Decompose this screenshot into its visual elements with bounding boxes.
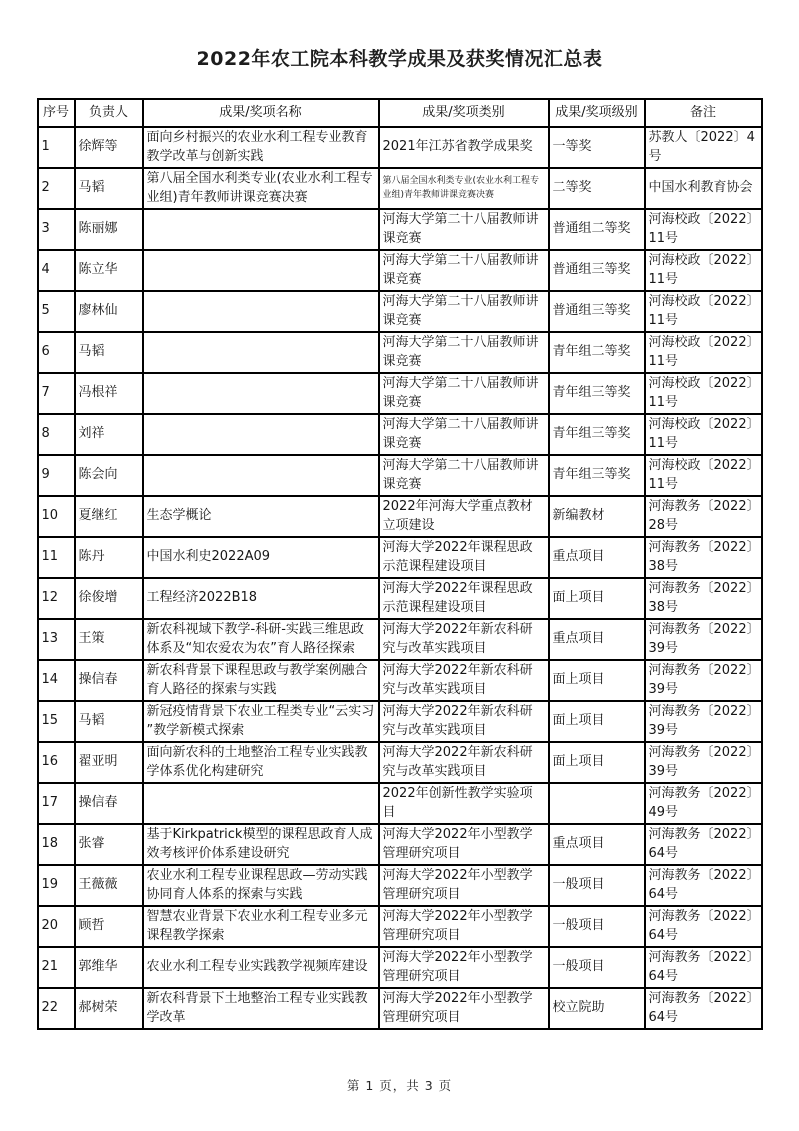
table-row [38,865,762,906]
cell-level: 一等奖 [549,127,645,168]
cell-person: 廖林仙 [75,291,143,332]
cell-category: 河海大学第二十八届教师讲课竞赛 [379,455,549,496]
cell-no: 9 [38,455,75,496]
cell-level: 普通组三等奖 [549,291,645,332]
cell-person: 马韬 [75,701,143,742]
cell-level: 一般项目 [549,865,645,906]
table-row [38,578,762,619]
cell-no: 7 [38,373,75,414]
cell-level: 普通组二等奖 [549,209,645,250]
cell-achievement-name: 面向乡村振兴的农业水利工程专业教育教学改革与创新实践 [143,127,379,168]
cell-remark: 河海教务〔2022〕38号 [645,537,762,578]
cell-person: 张睿 [75,824,143,865]
cell-person: 顾哲 [75,906,143,947]
cell-no: 22 [38,988,75,1029]
table-row [38,455,762,496]
cell-no: 14 [38,660,75,701]
cell-achievement-name [143,209,379,250]
cell-achievement-name: 生态学概论 [143,496,379,537]
cell-remark: 河海教务〔2022〕64号 [645,988,762,1029]
cell-level: 重点项目 [549,619,645,660]
cell-no: 12 [38,578,75,619]
cell-no: 17 [38,783,75,824]
cell-achievement-name: 基于Kirkpatrick模型的课程思政育人成效考核评价体系建设研究 [143,824,379,865]
cell-remark: 河海校政〔2022〕11号 [645,291,762,332]
cell-category: 河海大学2022年小型教学管理研究项目 [379,865,549,906]
cell-person: 马韬 [75,332,143,373]
column-header-category: 成果/奖项类别 [379,99,549,127]
cell-person: 陈会向 [75,455,143,496]
table-row [38,824,762,865]
cell-no: 19 [38,865,75,906]
table-row [38,947,762,988]
cell-achievement-name [143,455,379,496]
cell-remark: 河海校政〔2022〕11号 [645,414,762,455]
table-row [38,373,762,414]
cell-no: 6 [38,332,75,373]
cell-person: 徐辉等 [75,127,143,168]
cell-level [549,783,645,824]
cell-level: 一般项目 [549,906,645,947]
cell-person: 夏继红 [75,496,143,537]
cell-category: 河海大学第二十八届教师讲课竞赛 [379,209,549,250]
cell-category: 河海大学第二十八届教师讲课竞赛 [379,373,549,414]
cell-remark: 河海教务〔2022〕64号 [645,906,762,947]
cell-category: 河海大学2022年新农科研究与改革实践项目 [379,619,549,660]
cell-remark: 中国水利教育协会 [645,168,762,209]
cell-achievement-name: 新农科背景下土地整治工程专业实践教学改革 [143,988,379,1029]
cell-achievement-name: 智慧农业背景下农业水利工程专业多元课程教学探索 [143,906,379,947]
cell-category: 河海大学2022年新农科研究与改革实践项目 [379,660,549,701]
cell-remark: 河海教务〔2022〕28号 [645,496,762,537]
cell-level: 面上项目 [549,701,645,742]
table-row [38,660,762,701]
cell-achievement-name: 农业水利工程专业课程思政—劳动实践协同育人体系的探索与实践 [143,865,379,906]
cell-remark: 河海教务〔2022〕64号 [645,865,762,906]
column-header-remark: 备注 [645,99,762,127]
cell-level: 校立院助 [549,988,645,1029]
cell-remark: 河海校政〔2022〕11号 [645,250,762,291]
cell-remark: 河海教务〔2022〕64号 [645,824,762,865]
table-row [38,332,762,373]
cell-achievement-name [143,373,379,414]
cell-remark: 河海教务〔2022〕64号 [645,947,762,988]
table-header-row [38,99,762,127]
table-row [38,127,762,168]
cell-category: 第八届全国水利类专业(农业水利工程专业组)青年教师讲课竞赛决赛 [379,168,549,209]
cell-person: 刘祥 [75,414,143,455]
cell-no: 15 [38,701,75,742]
table-row [38,701,762,742]
cell-no: 11 [38,537,75,578]
awards-summary-table [37,98,763,1030]
cell-person: 翟亚明 [75,742,143,783]
cell-person: 冯根祥 [75,373,143,414]
table-row [38,168,762,209]
table-row [38,906,762,947]
cell-no: 18 [38,824,75,865]
table-row [38,537,762,578]
cell-no: 2 [38,168,75,209]
cell-achievement-name: 工程经济2022B18 [143,578,379,619]
cell-level: 一般项目 [549,947,645,988]
cell-person: 王薇薇 [75,865,143,906]
column-header-no: 序号 [38,99,75,127]
cell-level: 二等奖 [549,168,645,209]
cell-level: 面上项目 [549,742,645,783]
cell-person: 陈丹 [75,537,143,578]
cell-category: 河海大学第二十八届教师讲课竞赛 [379,332,549,373]
cell-achievement-name: 新农科视域下教学-科研-实践三维思政体系及“知农爱农为农”育人路径探索 [143,619,379,660]
table-row [38,496,762,537]
cell-category: 河海大学2022年课程思政示范课程建设项目 [379,578,549,619]
cell-remark: 河海校政〔2022〕11号 [645,373,762,414]
cell-remark: 河海教务〔2022〕49号 [645,783,762,824]
cell-person: 陈丽娜 [75,209,143,250]
cell-person: 徐俊增 [75,578,143,619]
cell-person: 操信春 [75,783,143,824]
cell-no: 8 [38,414,75,455]
table-row [38,783,762,824]
cell-achievement-name: 面向新农科的土地整治工程专业实践教学体系优化构建研究 [143,742,379,783]
cell-person: 王策 [75,619,143,660]
cell-remark: 河海教务〔2022〕39号 [645,619,762,660]
table-row [38,742,762,783]
cell-achievement-name [143,414,379,455]
cell-no: 13 [38,619,75,660]
cell-achievement-name: 中国水利史2022A09 [143,537,379,578]
cell-achievement-name [143,783,379,824]
cell-category: 河海大学2022年课程思政示范课程建设项目 [379,537,549,578]
cell-category: 河海大学第二十八届教师讲课竞赛 [379,250,549,291]
table-row [38,291,762,332]
cell-remark: 河海教务〔2022〕39号 [645,701,762,742]
table-row [38,988,762,1029]
cell-achievement-name [143,332,379,373]
cell-remark: 河海教务〔2022〕39号 [645,742,762,783]
table-row [38,414,762,455]
cell-level: 青年组三等奖 [549,455,645,496]
cell-category: 河海大学2022年新农科研究与改革实践项目 [379,742,549,783]
cell-no: 5 [38,291,75,332]
cell-no: 1 [38,127,75,168]
cell-achievement-name: 农业水利工程专业实践教学视频库建设 [143,947,379,988]
cell-level: 青年组二等奖 [549,332,645,373]
cell-category: 河海大学2022年小型教学管理研究项目 [379,906,549,947]
column-header-achievement-name: 成果/奖项名称 [143,99,379,127]
cell-person: 陈立华 [75,250,143,291]
cell-level: 面上项目 [549,578,645,619]
cell-category: 河海大学2022年小型教学管理研究项目 [379,824,549,865]
table-row [38,619,762,660]
column-header-level: 成果/奖项级别 [549,99,645,127]
cell-level: 重点项目 [549,537,645,578]
cell-category: 2022年创新性教学实验项目 [379,783,549,824]
cell-category: 河海大学2022年小型教学管理研究项目 [379,947,549,988]
cell-no: 20 [38,906,75,947]
cell-category: 河海大学第二十八届教师讲课竞赛 [379,414,549,455]
cell-achievement-name: 新农科背景下课程思政与教学案例融合育人路径的探索与实践 [143,660,379,701]
cell-remark: 河海教务〔2022〕39号 [645,660,762,701]
table-row [38,250,762,291]
cell-no: 10 [38,496,75,537]
cell-person: 马韬 [75,168,143,209]
cell-category: 2021年江苏省教学成果奖 [379,127,549,168]
cell-level: 新编教材 [549,496,645,537]
cell-level: 青年组三等奖 [549,373,645,414]
cell-achievement-name [143,291,379,332]
cell-person: 操信春 [75,660,143,701]
cell-no: 21 [38,947,75,988]
cell-category: 河海大学2022年小型教学管理研究项目 [379,988,549,1029]
cell-remark: 河海教务〔2022〕38号 [645,578,762,619]
cell-achievement-name: 新冠疫情背景下农业工程类专业“云实习”教学新模式探索 [143,701,379,742]
cell-no: 3 [38,209,75,250]
cell-person: 郝树荣 [75,988,143,1029]
cell-achievement-name [143,250,379,291]
page-title: 2022年农工院本科教学成果及获奖情况汇总表 [196,48,603,70]
column-header-person: 负责人 [75,99,143,127]
cell-remark: 河海校政〔2022〕11号 [645,455,762,496]
cell-category: 河海大学2022年新农科研究与改革实践项目 [379,701,549,742]
cell-remark: 河海校政〔2022〕11号 [645,209,762,250]
cell-no: 4 [38,250,75,291]
cell-level: 重点项目 [549,824,645,865]
cell-level: 面上项目 [549,660,645,701]
cell-category: 2022年河海大学重点教材立项建设 [379,496,549,537]
cell-level: 普通组三等奖 [549,250,645,291]
cell-no: 16 [38,742,75,783]
cell-level: 青年组三等奖 [549,414,645,455]
page-footer: 第 1 页，共 3 页 [346,1078,453,1093]
cell-category: 河海大学第二十八届教师讲课竞赛 [379,291,549,332]
cell-achievement-name: 第八届全国水利类专业(农业水利工程专业组)青年教师讲课竞赛决赛 [143,168,379,209]
table-row [38,209,762,250]
cell-remark: 河海校政〔2022〕11号 [645,332,762,373]
cell-remark: 苏教人〔2022〕4号 [645,127,762,168]
cell-person: 郭维华 [75,947,143,988]
